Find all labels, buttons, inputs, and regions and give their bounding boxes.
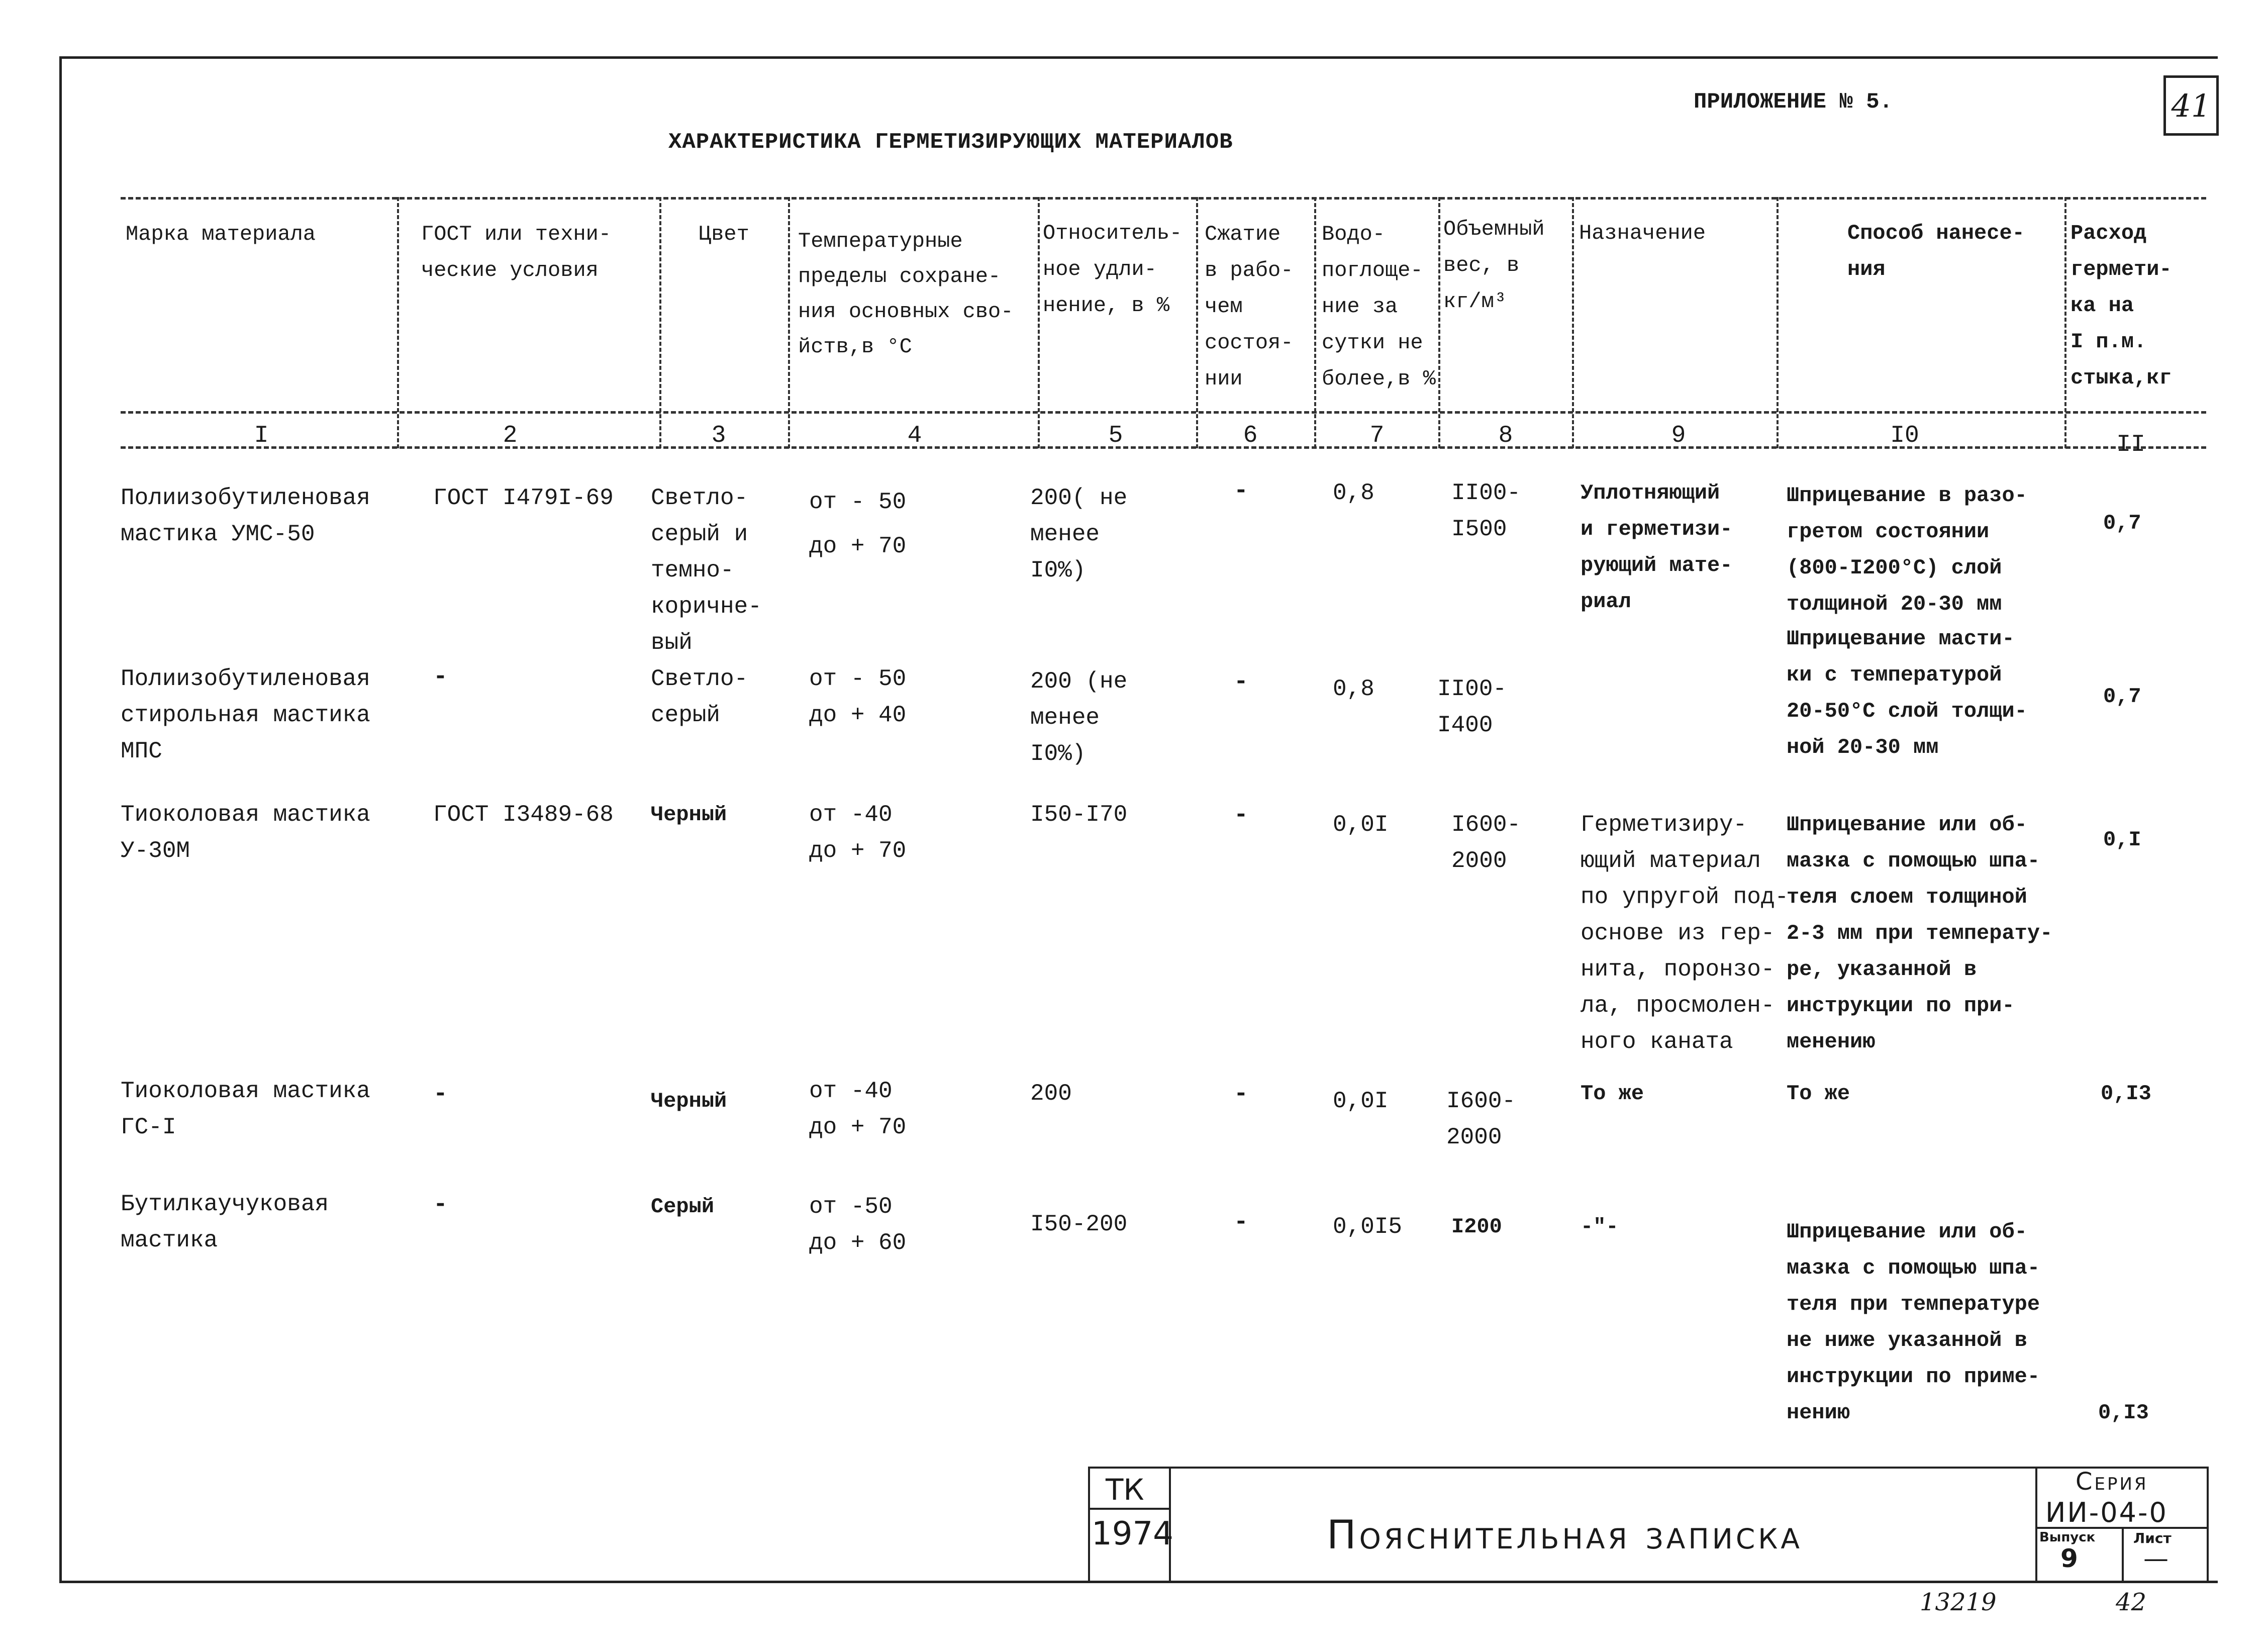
- col-number: 5: [1108, 422, 1123, 449]
- header-method: Способ нанесе- ния: [1847, 221, 2025, 281]
- row3-water: 0,0I: [1333, 812, 1389, 838]
- row5-method: Шприцевание или об- мазка с помощью шпа- теля при температуре не ниже указанной в инструкции по приме- нению: [1787, 1220, 2040, 1425]
- issue-value: 9: [2060, 1544, 2078, 1573]
- row2-gost: -: [433, 663, 448, 691]
- row1-method: Шприцевание в разо- гретом состоянии (800-I200°С) слой толщиной 20-30 мм: [1787, 483, 2027, 616]
- row3-temp: от -40 до + 70: [809, 802, 907, 864]
- row5-water: 0,0I5: [1333, 1214, 1403, 1240]
- col-number: 7: [1369, 422, 1385, 449]
- row4-water: 0,0I: [1333, 1088, 1389, 1114]
- title-block-org: ТК: [1106, 1473, 1144, 1507]
- col-divider: [1314, 197, 1316, 448]
- col-number: 4: [907, 422, 922, 449]
- col-number: I0: [1890, 422, 1919, 449]
- row4-gost: -: [433, 1081, 448, 1108]
- row1-elong: 200( не менее I0%): [1030, 485, 1128, 584]
- row5-color: Серый: [651, 1195, 715, 1219]
- title-block-year: 1974: [1092, 1515, 1173, 1552]
- header-purpose: Назначение: [1579, 221, 1706, 245]
- row5-purpose: -"-: [1581, 1215, 1619, 1239]
- header-usage: Расход гермети- ка на I п.м. стыка,кг: [2070, 221, 2172, 390]
- row2-elong: 200 (не менее I0%): [1030, 668, 1128, 767]
- document-name: Пояснительная записка: [1327, 1513, 1803, 1558]
- row5-elong: I50-200: [1030, 1211, 1128, 1237]
- col-divider: [1572, 197, 1574, 448]
- row3-method: Шприцевание или об- мазка с помощью шпа- теля слоем толщиной 2-3 мм при температу- ре, указанной в инструкции по при- менению: [1787, 813, 2053, 1054]
- series-value: ИИ-04-0: [2045, 1497, 2168, 1528]
- row3-mark: Тиоколовая мастика У-30М: [121, 802, 370, 864]
- col-divider: [2064, 197, 2066, 448]
- row3-usage: 0,I: [2103, 828, 2141, 852]
- header-bottom-line: [121, 411, 2206, 414]
- header-gost: ГОСТ или техни- ческие условия: [421, 222, 612, 282]
- row4-temp: от -40 до + 70: [809, 1078, 907, 1140]
- row4-method: То же: [1787, 1082, 1850, 1106]
- col-divider: [788, 197, 790, 448]
- row3-weight: I600- 2000: [1451, 812, 1521, 874]
- row4-color: Черный: [651, 1089, 727, 1113]
- row5-compr: -: [1234, 1209, 1248, 1236]
- col-number: II: [2116, 431, 2145, 458]
- row2-color: Светло- серый: [651, 666, 748, 728]
- page-number-box: [2163, 75, 2219, 136]
- header-temp: Температурные пределы сохране- ния основных сво- йств,в °С: [798, 229, 1014, 359]
- issue-sheet-divider: [2122, 1527, 2124, 1583]
- row1-usage: 0,7: [2103, 511, 2141, 535]
- col-number: 8: [1498, 422, 1513, 449]
- table-top-line: [121, 197, 2206, 200]
- header-elongation: Относитель- ное удли- нение, в %: [1043, 221, 1182, 318]
- row1-purpose: Уплотняющий и герметизи- рующий мате- риал: [1581, 481, 1733, 614]
- row2-usage: 0,7: [2103, 685, 2141, 709]
- col-divider: [397, 197, 399, 448]
- row2-temp: от - 50 до + 40: [809, 666, 907, 728]
- row4-purpose: То же: [1581, 1082, 1644, 1106]
- col-divider: [1196, 197, 1198, 448]
- row4-compr: -: [1234, 1081, 1248, 1108]
- header-compression: Сжатие в рабо- чем состоя- нии: [1205, 222, 1294, 391]
- page-title: ХАРАКТЕРИСТИКА ГЕРМЕТИЗИРУЮЩИХ МАТЕРИАЛОВ: [668, 130, 1233, 155]
- row5-temp: от -50 до + 60: [809, 1194, 907, 1256]
- row5-weight: I200: [1451, 1215, 1502, 1239]
- col-number: 6: [1243, 422, 1258, 449]
- row5-gost: -: [433, 1191, 448, 1218]
- row1-weight: II00- I500: [1451, 480, 1521, 542]
- col-divider: [1777, 197, 1779, 448]
- series-label: Серия: [2076, 1468, 2148, 1496]
- col-divider: [1438, 197, 1440, 448]
- row1-gost: ГОСТ I479I-69: [433, 485, 614, 511]
- row4-weight: I600- 2000: [1446, 1088, 1516, 1150]
- row3-compr: -: [1234, 802, 1248, 829]
- col-divider: [659, 197, 661, 448]
- row4-mark: Тиоколовая мастика ГС-I: [121, 1078, 370, 1140]
- col-number: 2: [503, 422, 518, 449]
- row5-mark: Бутилкаучуковая мастика: [121, 1191, 329, 1253]
- handwritten-sheet: 42: [2116, 1588, 2147, 1616]
- row2-mark: Полиизобутиленовая стирольная мастика МПС: [121, 666, 370, 764]
- row4-usage: 0,I3: [2101, 1082, 2151, 1106]
- row3-purpose: Герметизиру- ющий материал по упругой под- основе из гер- нита, поронзо- ла, просмолен- ного каната: [1581, 812, 1789, 1055]
- sheet-label: Лист: [2133, 1530, 2172, 1546]
- col-divider: [1038, 197, 1040, 448]
- col-number: 9: [1671, 422, 1686, 449]
- header-mark: Марка материала: [126, 222, 316, 246]
- page-number: 41: [2171, 87, 2211, 124]
- row3-elong: I50-I70: [1030, 802, 1128, 828]
- col-number: I: [254, 422, 269, 449]
- row2-water: 0,8: [1333, 676, 1374, 702]
- sheet-value: —: [2143, 1544, 2168, 1573]
- row2-weight: II00- I400: [1437, 676, 1507, 738]
- header-weight: Объемный вес, в кг/м³: [1443, 217, 1545, 314]
- row5-usage: 0,I3: [2098, 1401, 2149, 1425]
- issue-label: Выпуск: [2039, 1530, 2096, 1545]
- appendix-label: ПРИЛОЖЕНИЕ № 5.: [1694, 89, 1893, 115]
- row2-compr: -: [1234, 668, 1248, 696]
- row4-elong: 200: [1030, 1081, 1072, 1107]
- col-number: 3: [711, 422, 726, 449]
- row1-water: 0,8: [1333, 480, 1374, 506]
- header-water: Водо- поглоще- ние за сутки не более,в %: [1322, 222, 1436, 391]
- row3-gost: ГОСТ I3489-68: [433, 802, 614, 828]
- title-block-divider: [1088, 1508, 1171, 1510]
- row1-temp: от - 50 до + 70: [809, 489, 907, 559]
- row2-method: Шприцевание масти- ки с температурой 20-50°С слой толщи- ной 20-30 мм: [1787, 627, 2027, 759]
- inventory-number: 13219: [1920, 1588, 1997, 1616]
- row1-mark: Полиизобутиленовая мастика УМС-50: [121, 485, 370, 547]
- row1-compr: -: [1234, 477, 1248, 505]
- row3-color: Черный: [651, 803, 727, 827]
- header-color: Цвет: [699, 222, 749, 246]
- row1-color: Светло- серый и темно- коричне- вый: [651, 485, 762, 656]
